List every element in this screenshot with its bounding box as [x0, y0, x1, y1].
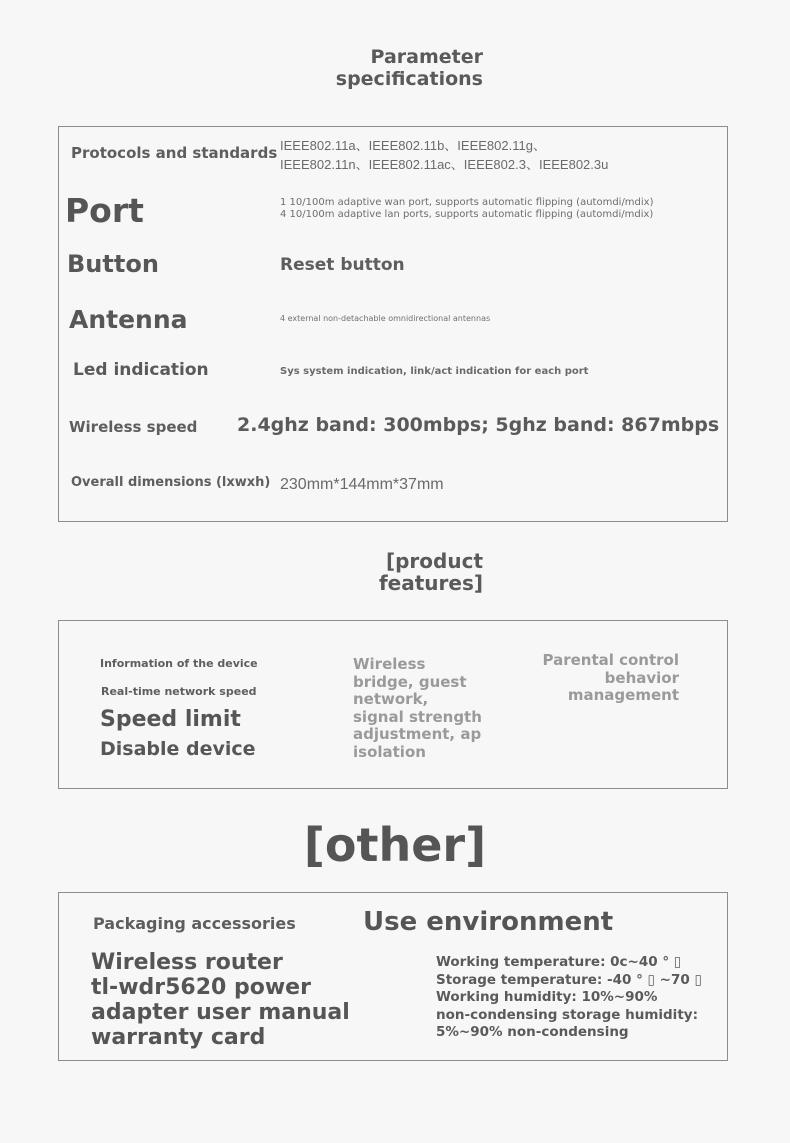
port-label: Port: [65, 191, 144, 230]
environment-list: [436, 954, 702, 1042]
feature-wireless-line4: signal strength: [353, 707, 482, 726]
packaging-line3: adapter user manual: [91, 1000, 350, 1025]
speed-label: Wireless speed: [69, 418, 198, 436]
port-value: [280, 197, 654, 221]
feature-item-disable-device: Disable device: [100, 738, 256, 760]
feature-parental-line1: Parental control: [542, 651, 679, 669]
features-heading-line1: [product: [385, 549, 483, 573]
environment-line3: Working humidity: 10%~90%: [436, 989, 658, 1005]
protocols-value: [280, 136, 608, 174]
antenna-value: 4 external non-detachable omnidirectional antennas: [280, 314, 491, 323]
feature-wireless-line5: adjustment, ap: [353, 725, 482, 743]
other-heading: [other]: [303, 818, 487, 872]
dimensions-value: 230mm*144mm*37mm: [280, 476, 444, 493]
feature-parental-line3: management: [567, 686, 679, 704]
packaging-list: [91, 950, 350, 1050]
packaging-line1: Wireless router: [91, 950, 283, 975]
feature-wireless-line2: bridge, guest: [353, 672, 467, 691]
packaging-line2: tl-wdr5620 power: [91, 975, 311, 1000]
params-heading-line2: specifications: [335, 68, 483, 90]
feature-item-device-info: Information of the device: [100, 657, 258, 670]
feature-item-speed-limit: Speed limit: [100, 707, 241, 732]
dimensions-label: Overall dimensions (lxwxh): [71, 475, 271, 490]
speed-value: 2.4ghz band: 300mbps; 5ghz band: 867mbps: [237, 414, 720, 436]
feature-wireless-line3: network,: [353, 690, 429, 708]
packaging-line4: warranty card: [91, 1025, 266, 1050]
environment-line1: Working temperature: 0c~40 ° ▯: [436, 954, 682, 970]
params-box: [58, 126, 728, 522]
port-value-line1: 1 10/100m adaptive wan port, supports automatic flipping (automdi/mdix): [280, 197, 654, 208]
features-heading-line2: features]: [378, 571, 483, 595]
environment-line5: 5%~90% non-condensing: [436, 1024, 629, 1040]
params-heading-line1: Parameter: [370, 46, 483, 68]
features-heading: [300, 550, 483, 594]
environment-title: Use environment: [363, 907, 614, 937]
button-value: Reset button: [280, 255, 405, 275]
feature-wireless-line6: isolation: [353, 742, 426, 761]
packaging-title: Packaging accessories: [93, 914, 296, 933]
led-value: Sys system indication, link/act indication for each port: [280, 366, 589, 377]
feature-parental-control: [529, 652, 679, 705]
feature-wireless-line1: Wireless: [353, 655, 426, 673]
led-label: Led indication: [73, 360, 209, 380]
protocols-label: Protocols and standards: [71, 144, 278, 162]
feature-parental-line2: behavior: [604, 668, 679, 687]
feature-wireless-bridge: [353, 656, 482, 761]
antenna-label: Antenna: [69, 305, 188, 334]
environment-line4: non-condensing storage humidity:: [436, 1006, 698, 1023]
feature-item-network-speed: Real-time network speed: [101, 685, 257, 698]
button-label: Button: [67, 250, 159, 278]
environment-line2: Storage temperature: -40 ° ▯ ~70 ▯: [436, 971, 702, 988]
features-box: [58, 620, 728, 789]
protocols-value-line1: IEEE802.11a、IEEE802.11b、IEEE802.11g、: [280, 138, 546, 153]
port-value-line2: 4 10/100m adaptive lan ports, supports automatic flipping (automdi/mdix): [280, 209, 654, 220]
other-box: [58, 892, 728, 1061]
protocols-value-line2: IEEE802.11n、IEEE802.11ac、IEEE802.3、IEEE802.3u: [280, 157, 609, 172]
params-heading: [300, 46, 483, 90]
